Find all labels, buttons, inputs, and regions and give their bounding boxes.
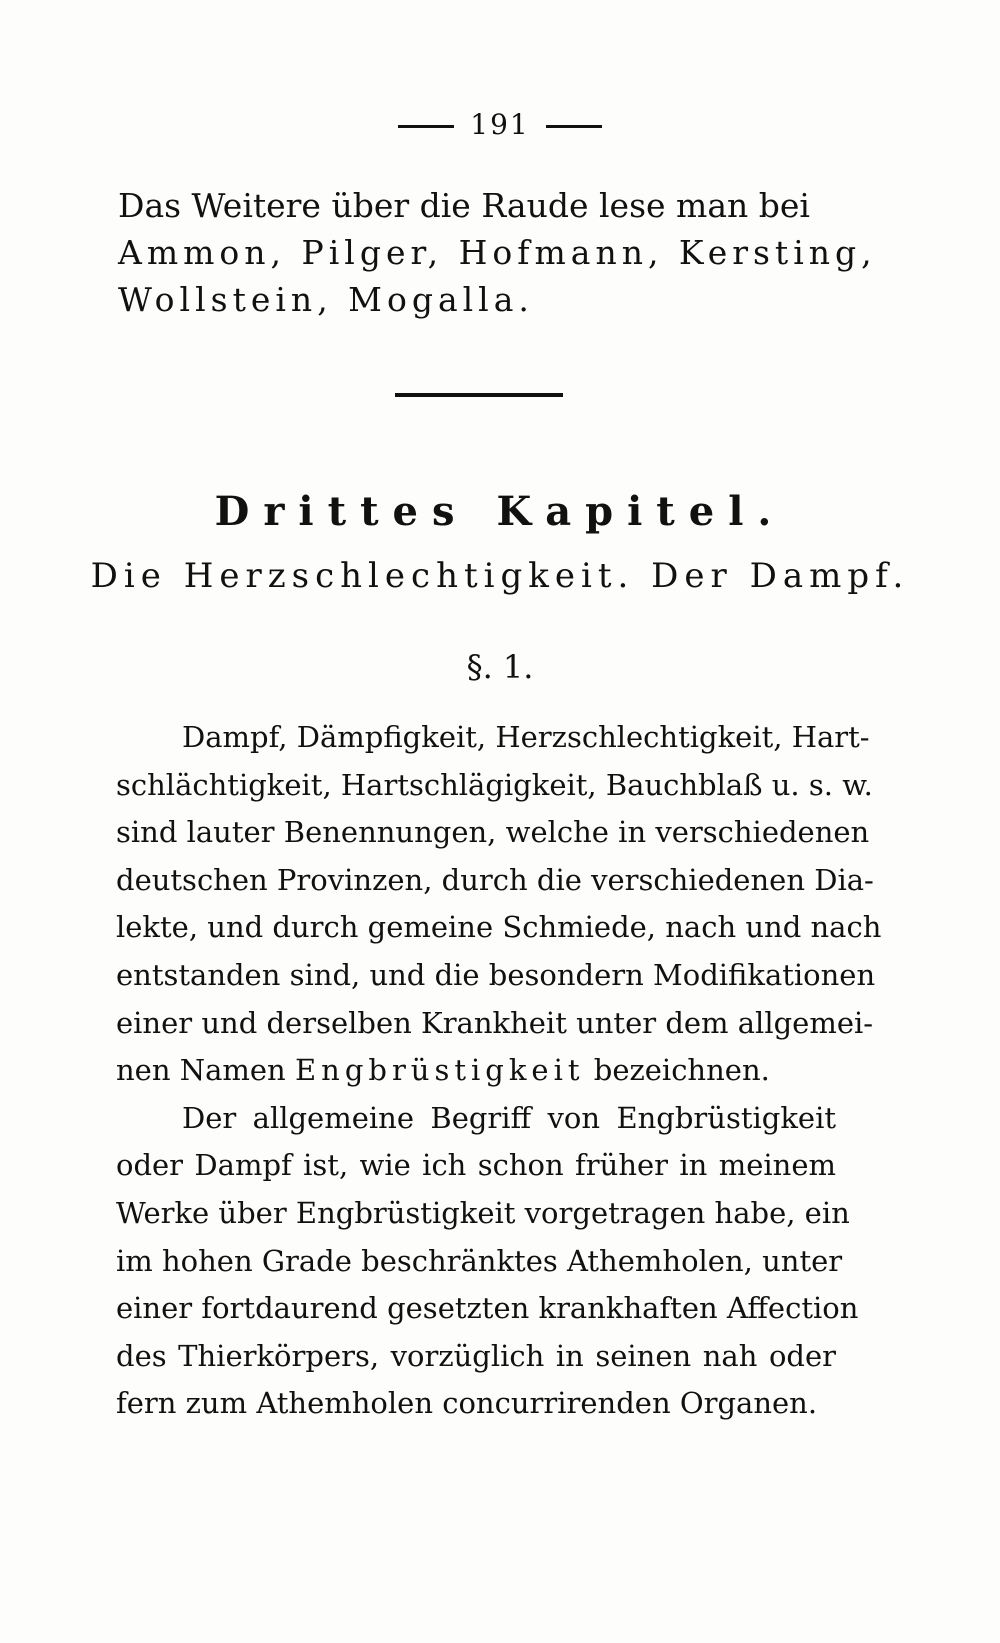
left-dash: [398, 125, 454, 128]
body-line: sind lauter Benennungen, welche in verschiedenen: [116, 815, 870, 850]
section-divider: [395, 393, 563, 397]
right-dash: [546, 125, 602, 128]
page-number-header: [0, 108, 1000, 141]
body-line: einer und derselben Krankheit unter dem allgemei-: [116, 1005, 874, 1040]
body-text-segment: bezeichnen.: [593, 1053, 770, 1088]
body-line: einer fortdaurend gesetzten krankhaften Affection: [116, 1291, 859, 1326]
intro-line: Wollstein, Mogalla.: [118, 280, 534, 319]
body-line: deutschen Provinzen, durch die verschiedenen Dia-: [116, 862, 874, 897]
body-line: Werke über Engbrüstigkeit vorgetragen habe, ein: [116, 1195, 850, 1230]
intro-line: Ammon, Pilger, Hofmann, Kersting,: [118, 233, 877, 272]
body-line: schlächtigkeit, Hartschlägigkeit, Bauchblaß u. s. w.: [116, 767, 873, 802]
body-text: [116, 714, 882, 1428]
body-line: fern zum Athemholen concurrirenden Organen.: [116, 1386, 818, 1421]
section-heading: §. 1.: [466, 648, 534, 686]
body-line: oder Dampf ist, wie ich schon früher in meinem: [116, 1148, 836, 1183]
body-line: entstanden sind, und die besondern Modifikationen: [116, 957, 876, 992]
chapter-subtitle: Die Herzschlechtigkeit. Der Dampf.: [90, 556, 910, 596]
body-text-segment: nen Namen: [116, 1053, 286, 1088]
body-line: Der allgemeine Begriff von Engbrüstigkeit: [182, 1100, 836, 1135]
body-line: lekte, und durch gemeine Schmiede, nach und nach: [116, 910, 882, 945]
intro-paragraph: [118, 182, 877, 323]
body-line: Dampf, Dämpfigkeit, Herzschlechtigkeit, Hart-: [182, 720, 870, 754]
body-line: [116, 1047, 836, 1095]
body-line: im hohen Grade beschränktes Athemholen, unter: [116, 1243, 843, 1278]
emphasized-term: Engbrüstigkeit: [294, 1053, 585, 1088]
page-number: 191: [470, 108, 530, 141]
intro-line: Das Weitere über die Raude lese man bei: [118, 186, 810, 225]
body-line: des Thierkörpers, vorzüglich in seinen nah oder: [116, 1338, 836, 1373]
chapter-title: Drittes Kapitel.: [214, 488, 786, 535]
